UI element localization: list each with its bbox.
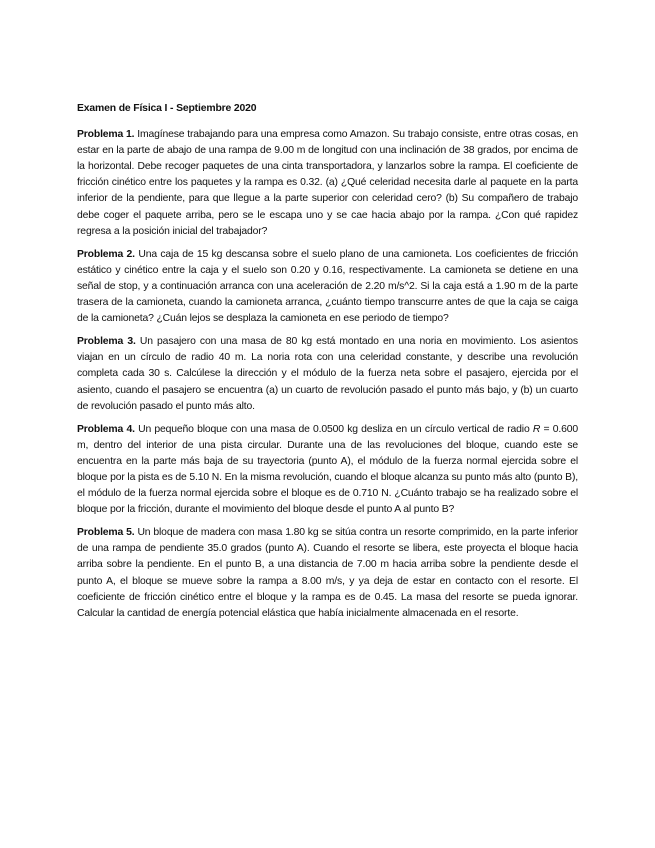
problem-4-variable: R <box>532 423 541 435</box>
document-title: Examen de Física I - Septiembre 2020 <box>77 103 257 114</box>
problem-1-text: Imagínese trabajando para una empresa como Amazon. Su trabajo consiste, entre otras cosas, en estar en la parte de abajo de una rampa de 9.00 m de longitud con una inclinación de 38 grados, por encima de la horizontal. Debe recoger paquetes de una cinta transportadora, y lanzarlos sobre la rampa. El coeficiente de fricción cinético entre los paquetes y la rampa es 0.32. (a) ¿Qué celeridad necesita darle al paquete en la parta inferior de la pendiente, para que llegue a la parte superior con celeridad cero? (b) Su compañero de trabajo debe coger el paquete arriba, pero se le escapa uno y se cae hacia abajo por la rampa. ¿Con qué rapidez regresa a la posición inicial del trabajador? <box>77 129 578 237</box>
problem-5-label: Problema 5. <box>77 527 135 539</box>
problem-3-label: Problema 3. <box>77 336 136 348</box>
problem-4-label: Problema 4. <box>77 423 135 435</box>
problem-3 <box>77 334 578 414</box>
problem-5-text: Un bloque de madera con masa 1.80 kg se sitúa contra un resorte comprimido, en la parte inferior de una rampa de pendiente 35.0 grados (punto A). Cuando el resorte se libera, este proyecta el bloque hacia arriba sobre la pendiente. En el punto B, a una distancia de 7.00 m hacia arriba sobre la pendiente desde el punto A, el bloque se mueve sobre la rampa a 8.00 m/s, y ya deja de estar en contacto con el resorte. El coeficiente de fricción cinético entre el bloque y la rampa es de 0.45. La masa del resorte se pueda ignorar. Calcular la cantidad de energía potencial elástica que había inicialmente almacenada en el resorte. <box>77 527 578 619</box>
problem-4-text-a: Un pequeño bloque con una masa de 0.0500 kg desliza en un círculo vertical de radio <box>138 423 533 435</box>
problem-1-label: Problema 1. <box>77 129 135 141</box>
problem-2 <box>77 247 578 327</box>
problem-2-label: Problema 2. <box>77 248 135 260</box>
problem-4 <box>77 422 578 519</box>
problem-5 <box>77 525 578 622</box>
problem-1 <box>77 127 578 240</box>
document-page <box>77 101 578 629</box>
problem-3-text: Un pasajero con una masa de 80 kg está montado en una noria en movimiento. Los asientos viajan en un círculo de radio 40 m. La noria rota con una celeridad constante, y describe una revolución completa cada 30 s. Calcúlese la dirección y el módulo de la fuerza neta sobre el pasajero, ejercida por el asiento, cuando el pasajero se encuentra (a) un cuarto de revolución pasado el punto más bajo, y (b) un cuarto de revolución pasado el punto más alto. <box>77 336 578 412</box>
problem-2-text: Una caja de 15 kg descansa sobre el suelo plano de una camioneta. Los coeficientes de fricción estático y cinético entre la caja y el suelo son 0.20 y 0.16, respectivamente. La camioneta se detiene en una señal de stop, y a continuación arranca con una aceleración de 2.20 m/s^2. Si la caja está a 1.90 m de la parte trasera de la camioneta, cuando la camioneta arranca, ¿cuánto tiempo transcurre antes de que la caja se caiga de la camioneta? ¿Cuán lejos se desplaza la camioneta en ese periodo de tiempo? <box>77 248 578 325</box>
problem-4-text-b: = 0.600 m, dentro del interior de una pista circular. Durante una de las revoluciones del bloque, cuando este se encuentra en la parte más baja de su trayectoria (punto A), el módulo de la fuerza normal ejercida sobre el bloque por la pista es de 5.10 N. En la misma revolución, cuando el bloque alcanza su punto más alto (punto B), el módulo de la fuerza normal ejercida sobre el bloque es de 0.710 N. ¿Cuánto trabajo se ha realizado sobre el bloque por la fricción, durante el movimiento del bloque desde el punto A al punto B? <box>77 423 578 516</box>
